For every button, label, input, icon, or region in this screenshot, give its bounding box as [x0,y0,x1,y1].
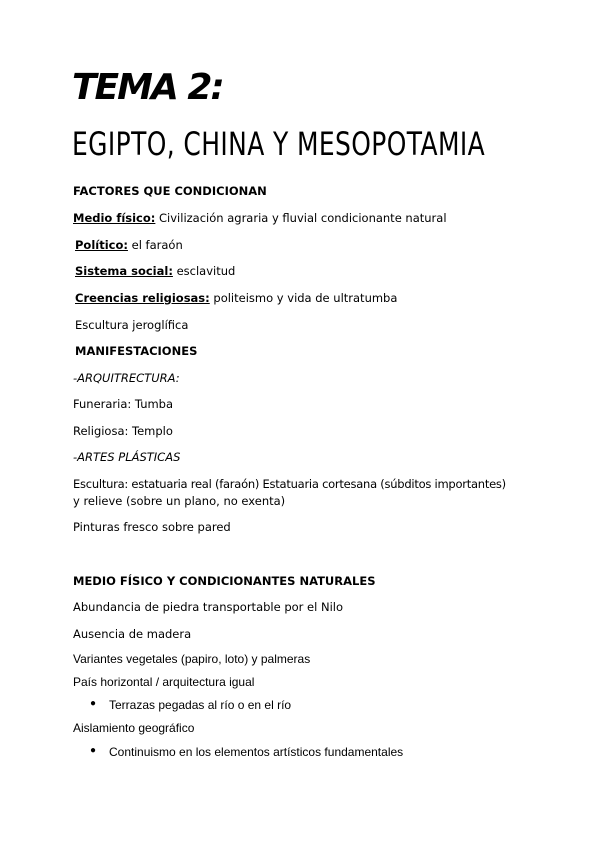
continuismo-line: Continuismo en los elementos artísticos fundamentales [109,745,404,759]
creencias-text: politeismo y vida de ultratumba [209,291,398,305]
creencias-label: Creencias religiosas: [75,291,210,305]
escultura-line-1: Escultura: estatuaria real (faraón) Estatuaria cortesana (súbditos importantes) [73,477,506,491]
politico-text: el faraón [127,238,183,252]
tema-title: TEMA 2: [72,67,223,108]
sistema-social-text: esclavitud [172,264,236,278]
pinturas-line: Pinturas fresco sobre pared [73,520,231,534]
pais-line: País horizontal / arquitectura igual [73,675,255,689]
bullet-icon: ● [90,745,97,756]
medio-fisico-text: Civilización agraria y fluvial condicionante natural [155,211,447,225]
medio-fisico-label: Medio físico: [73,211,156,225]
manifestaciones-heading: MANIFESTACIONES [75,344,198,358]
funeraria-line: Funeraria: Tumba [73,397,174,411]
politico-label: Político: [75,238,128,252]
creencias-line [75,290,397,306]
artes-plasticas-heading: -ARTES PLÁSTICAS [73,450,181,464]
sistema-social-label: Sistema social: [75,264,173,278]
arquitectura-heading: -ARQUITRECTURA: [73,371,180,385]
variantes-line: Variantes vegetales (papiro, loto) y palmeras [73,652,311,666]
medio-heading: MEDIO FÍSICO Y CONDICIONANTES NATURALES [73,574,376,588]
madera-line: Ausencia de madera [73,627,192,641]
piedra-line: Abundancia de piedra transportable por el Nilo [73,600,344,614]
escultura-line-2: y relieve (sobre un plano, no exenta) [73,494,286,508]
main-title: EGIPTO, CHINA Y MESOPOTAMIA [72,125,486,163]
terrazas-line: Terrazas pegadas al río o en el río [109,698,292,712]
aislamiento-line: Aislamiento geográfico [73,721,195,735]
religiosa-line: Religiosa: Templo [73,424,173,438]
sistema-social-line [75,263,235,279]
politico-line [75,237,183,253]
escultura-jeroglifica: Escultura jeroglífica [75,318,189,332]
factores-heading: FACTORES QUE CONDICIONAN [73,184,267,198]
medio-fisico-line [73,210,447,226]
bullet-icon: ● [90,698,97,709]
